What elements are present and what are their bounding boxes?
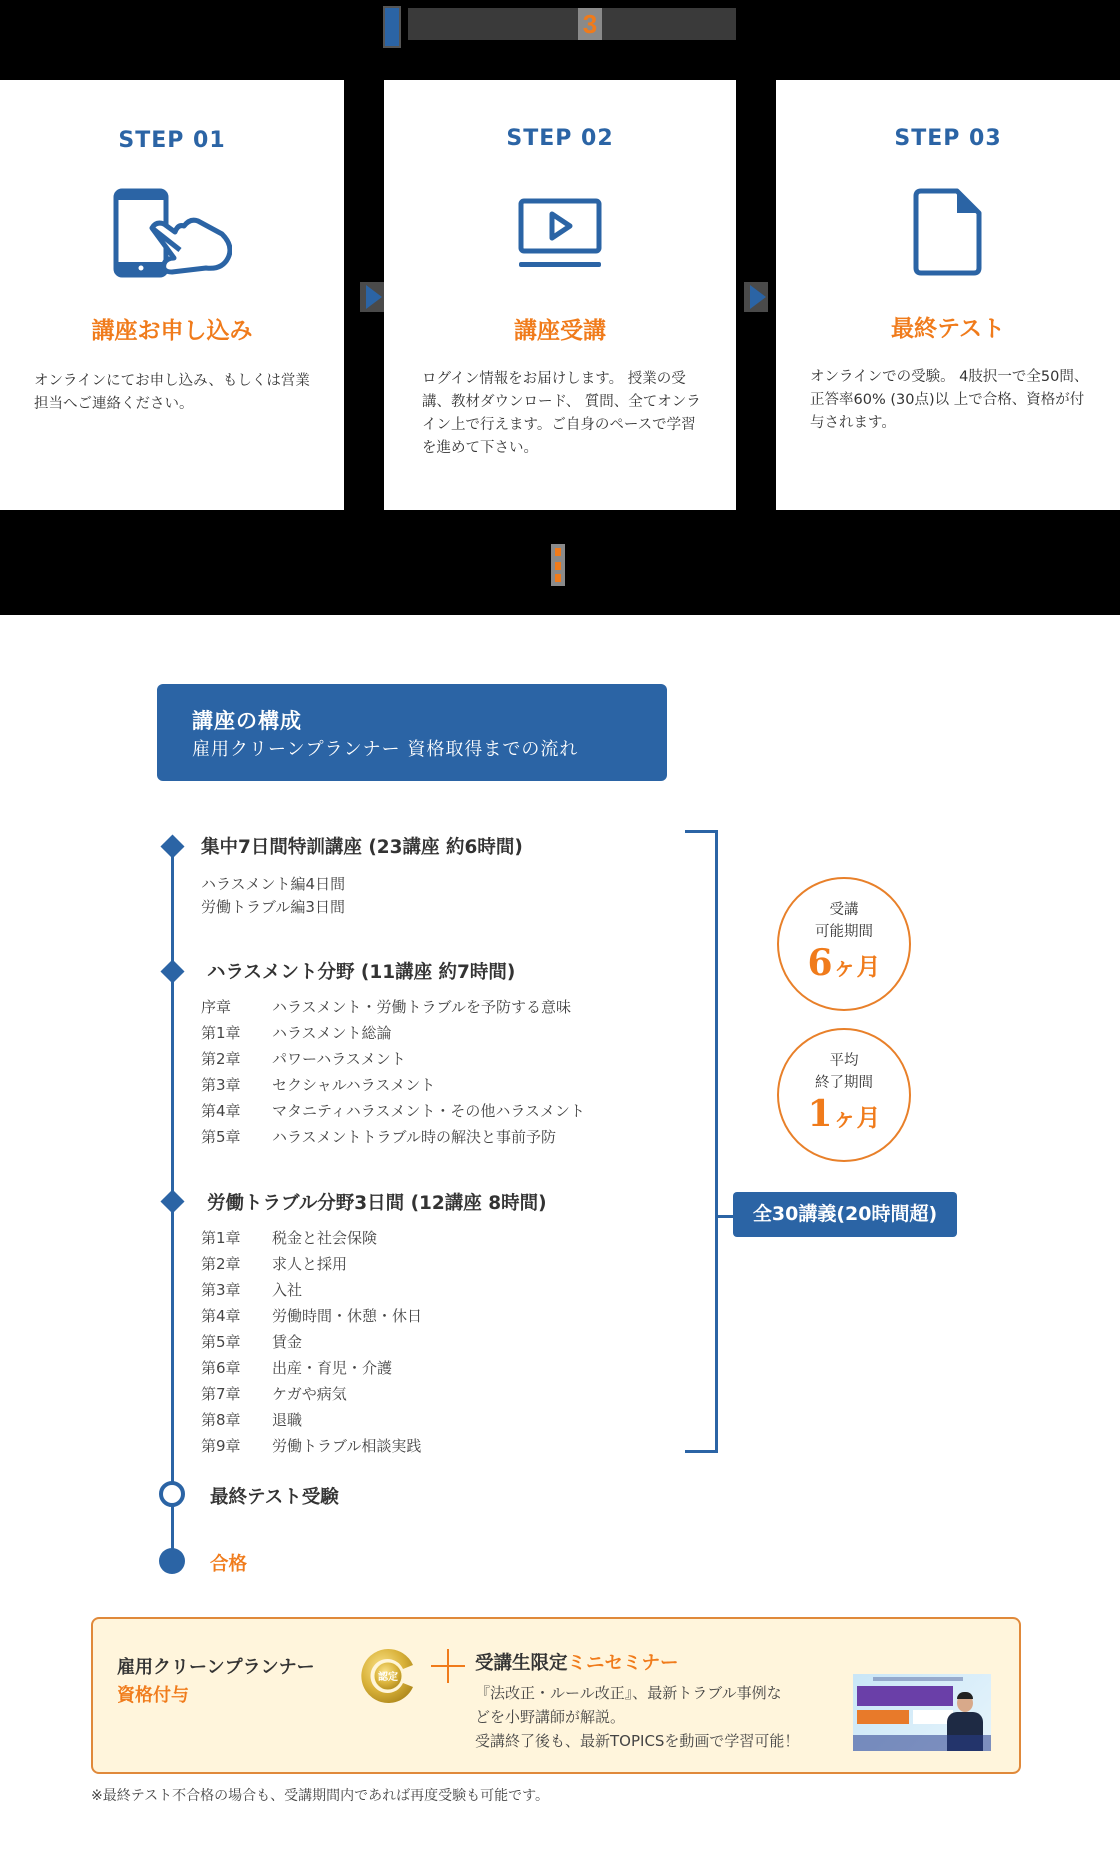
chapter-number: 第1章: [201, 1024, 241, 1042]
chapter-number: 第4章: [201, 1102, 241, 1120]
open-circle-marker-icon: [159, 1481, 185, 1507]
chapter-number: 第2章: [201, 1255, 241, 1273]
final-test-label: 最終テスト受験: [210, 1487, 339, 1508]
chapter-row: [201, 1277, 422, 1303]
chapter-name: ハラスメント・労働トラブルを予防する意味: [272, 998, 571, 1016]
chapter-name: 求人と採用: [272, 1255, 348, 1273]
chapter-row: [201, 1225, 422, 1251]
mini-seminar-title: 受講生限定ミニセミナー: [475, 1653, 679, 1674]
chapter-number: 序章: [201, 998, 232, 1016]
chapter-name: ハラスメント総論: [272, 1024, 392, 1042]
chapter-name: 労働トラブル相談実践: [272, 1437, 422, 1455]
section-subitem: 労働トラブル編3日間: [201, 898, 345, 916]
certification-badge-icon: [359, 1647, 417, 1705]
chapter-number: 第6章: [201, 1359, 241, 1377]
chapter-number: 第5章: [201, 1333, 241, 1351]
steps-header-number: 3: [578, 8, 602, 40]
header-accent-bar: [385, 8, 399, 46]
total-lectures-badge: 全30講義(20時間超): [733, 1192, 957, 1237]
chapter-name: 労働時間・休憩・休日: [272, 1307, 423, 1325]
structure-title: 講座の構成: [192, 709, 302, 733]
chapter-number: 第2章: [201, 1050, 241, 1068]
chapter-number: 第7章: [201, 1385, 241, 1403]
next-step-arrow-icon: [360, 282, 384, 312]
chapter-row: [201, 1329, 422, 1355]
chapter-row: [201, 1020, 585, 1046]
chapter-name: 入社: [272, 1281, 303, 1299]
period-label: 受講: [829, 902, 859, 918]
chapter-number: 第1章: [201, 1229, 241, 1247]
footnote: ※最終テスト不合格の場合も、受講期間内であれば再度受験も可能です。: [91, 1788, 550, 1804]
chapter-name: ケガや病気: [272, 1385, 347, 1403]
step-description: オンラインでの受験。 4肢択一で全50問、正答率60% (30点)以 上で合格、資格が付与されます。: [810, 369, 1089, 431]
document-icon: [913, 188, 983, 276]
video-play-icon: [518, 198, 602, 270]
chapter-name: 賃金: [272, 1333, 303, 1351]
smartphone-tap-icon: [112, 188, 232, 278]
chapter-row: [201, 1124, 585, 1150]
chapter-row: [201, 1381, 422, 1407]
steps-section: [0, 0, 1120, 615]
step-card-2: [384, 80, 736, 510]
chapter-number: 第3章: [201, 1076, 241, 1094]
chapter-number: 第3章: [201, 1281, 241, 1299]
chapter-row: [201, 1046, 585, 1072]
next-step-arrow-icon: [744, 282, 768, 312]
structure-subtitle: 雇用クリーンプランナー 資格取得までの流れ: [192, 739, 579, 760]
chapter-row: [201, 994, 585, 1020]
chapter-row: [201, 1407, 422, 1433]
step-card-3: [776, 80, 1120, 510]
period-label: 終了期間: [815, 1075, 873, 1091]
steps-header-title: [408, 8, 736, 40]
chapter-row: [201, 1433, 422, 1459]
diamond-marker-icon: [160, 834, 184, 858]
chapter-row: [201, 1072, 585, 1098]
chapter-row: [201, 1355, 422, 1381]
seminar-video-thumbnail[interactable]: [853, 1674, 991, 1751]
bracket-connector: [718, 1215, 734, 1218]
chapter-number: 第5章: [201, 1128, 241, 1146]
pass-label: 合格: [210, 1554, 248, 1575]
study-period-circle: [777, 877, 911, 1011]
chapter-row: [201, 1303, 422, 1329]
chapter-name: 出産・育児・介護: [272, 1359, 393, 1377]
chapter-number: 第8章: [201, 1411, 241, 1429]
chapter-name: ハラスメントトラブル時の解決と事前予防: [272, 1128, 556, 1146]
diamond-marker-icon: [160, 1189, 184, 1213]
diamond-marker-icon: [160, 959, 184, 983]
step-label: STEP 01: [118, 128, 226, 153]
step-title: 講座受講: [514, 318, 606, 344]
structure-header: [157, 684, 667, 781]
qualification-highlight: 資格付与: [117, 1685, 189, 1706]
step-label: STEP 02: [506, 126, 614, 151]
mini-seminar-description: 『法改正・ルール改正』、最新トラブル事例な どを小野講師が解説。 受講終了後も、最新TOPICSを動画で学習可能！: [475, 1684, 800, 1750]
continue-dots-icon: [551, 544, 565, 586]
section-title: 労働トラブル分野3日間 (12講座 8時間): [207, 1193, 547, 1214]
step-label: STEP 03: [894, 126, 1002, 151]
step-description: オンラインにてお申し込み、もしくは営業担当へご連絡ください。: [34, 373, 310, 412]
chapter-name: マタニティハラスメント・その他ハラスメント: [272, 1102, 585, 1120]
bracket-line: [685, 830, 718, 1453]
chapter-number: 第9章: [201, 1437, 241, 1455]
step-title: 講座お申し込み: [91, 318, 253, 344]
svg-text:認定: 認定: [378, 1672, 398, 1683]
benefit-box: [91, 1617, 1021, 1774]
step-title: 最終テスト: [890, 316, 1006, 342]
chapter-name: 税金と社会保険: [272, 1229, 378, 1247]
chapter-name: 退職: [272, 1411, 303, 1429]
filled-circle-marker-icon: [159, 1548, 185, 1574]
chapter-name: パワーハラスメント: [272, 1050, 406, 1068]
chapter-row: [201, 1098, 585, 1124]
average-period-circle: [777, 1028, 911, 1162]
period-label: 可能期間: [815, 924, 873, 940]
period-value: 1ヶ月: [807, 1093, 881, 1135]
chapter-list-harassment: [201, 994, 585, 1150]
chapter-name: セクシャルハラスメント: [272, 1076, 436, 1094]
section-subitem: ハラスメント編4日間: [201, 875, 346, 893]
step-card-1: [0, 80, 344, 510]
qualification-title: 雇用クリーンプランナー: [117, 1657, 315, 1678]
period-value: 6ヶ月: [807, 942, 881, 984]
section-title: 集中7日間特訓講座 (23講座 約6時間): [201, 837, 523, 858]
chapter-row: [201, 1251, 422, 1277]
chapter-list-labor: [201, 1225, 422, 1459]
plus-icon: [431, 1649, 465, 1683]
step-description: ログイン情報をお届けします。 授業の受講、教材ダウンロード、 質問、全てオンライン上で行えます。ご自身のペースで学習を進めて下さい。: [422, 371, 701, 456]
chapter-number: 第4章: [201, 1307, 241, 1325]
section-title: ハラスメント分野 (11講座 約7時間): [207, 962, 516, 983]
period-label: 平均: [829, 1053, 859, 1069]
